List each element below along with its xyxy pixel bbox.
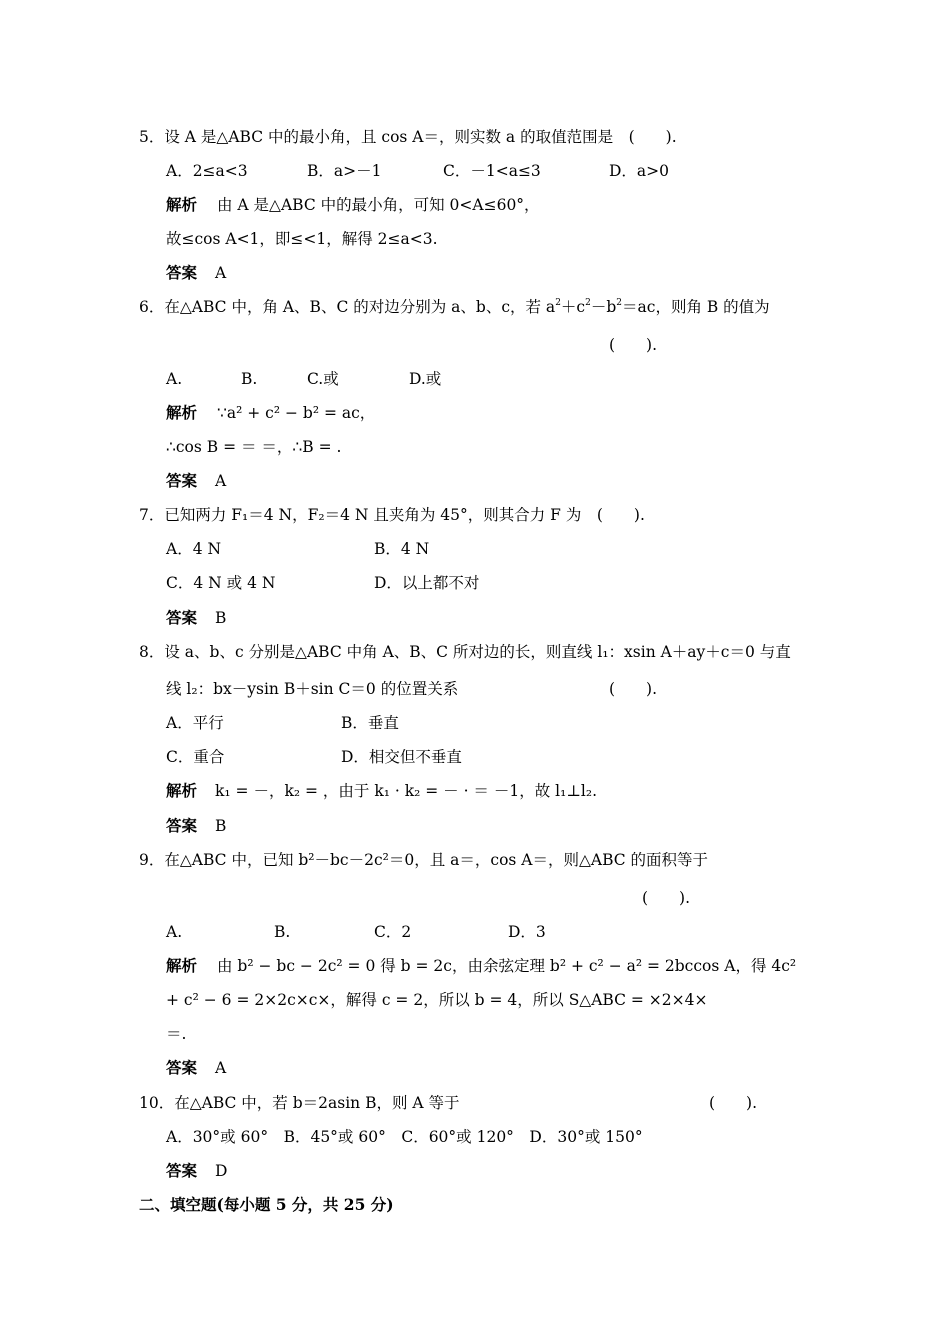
q5-stem: 5．设 A 是△ABC 中的最小角，且 cos A＝，则实数 a 的取值范围是 ( ). bbox=[139, 128, 677, 146]
q10-stem: 10．在△ABC 中，若 b＝2asin B，则 A 等于 bbox=[139, 1094, 460, 1112]
q7-stem: 7．已知两力 F₁＝4 N，F₂＝4 N 且夹角为 45°，则其合力 F 为 ( ). bbox=[139, 506, 645, 524]
q8-stem-line1: 8．设 a、b、c 分别是△ABC 中角 A、B、C 所对边的长，则直线 l₁：xsin A＋ay＋c＝0 与直 bbox=[139, 643, 791, 661]
q6-option-b: B. bbox=[241, 370, 258, 388]
q8-option-d: D．相交但不垂直 bbox=[341, 748, 462, 766]
q5-analysis-label: 解析 bbox=[166, 195, 198, 214]
q8-answer-label: 答案 bbox=[166, 816, 198, 835]
q9-answer: A bbox=[215, 1059, 227, 1077]
q9-option-a: A. bbox=[166, 923, 183, 941]
q5-answer-label: 答案 bbox=[166, 263, 198, 282]
q8-paren: ( ). bbox=[609, 680, 658, 698]
q9-analysis-label: 解析 bbox=[166, 956, 198, 975]
q9-option-d: D．3 bbox=[508, 923, 546, 941]
q9-stem: 9．在△ABC 中，已知 b²－bc－2c²＝0，且 a＝，cos A＝，则△ABC 的面积等于 bbox=[139, 851, 709, 869]
q5-answer: A bbox=[215, 264, 227, 282]
q7-answer: B bbox=[215, 609, 227, 627]
q9-analysis-line2: + c² − 6 = 2×2c×c×，解得 c = 2，所以 b = 4，所以 S△ABC = ×2×4× bbox=[166, 991, 708, 1009]
q10-options: A．30°或 60° B．45°或 60° C．60°或 120° D．30°或 150° bbox=[166, 1128, 643, 1146]
q9-answer-label: 答案 bbox=[166, 1058, 198, 1077]
q10-answer: D bbox=[215, 1162, 228, 1180]
q8-analysis-line1: k₁ = －，k₂ = ，由于 k₁ · k₂ = － · ＝ －1，故 l₁⊥l₂. bbox=[215, 782, 597, 800]
q8-option-c: C．重合 bbox=[166, 748, 225, 766]
q7-answer-label: 答案 bbox=[166, 608, 198, 627]
q5-option-c: C．－1<a≤3 bbox=[443, 162, 541, 180]
q5-option-d: D．a>0 bbox=[609, 162, 670, 180]
q6-option-c: C.或 bbox=[307, 370, 339, 388]
q5-option-a: A．2≤a<3 bbox=[166, 162, 248, 180]
q6-option-a: A. bbox=[166, 370, 183, 388]
q9-option-c: C．2 bbox=[374, 923, 412, 941]
q9-analysis-line3: ＝. bbox=[166, 1025, 187, 1043]
q5-option-b: B．a>－1 bbox=[307, 162, 382, 180]
q7-option-a: A．4 N bbox=[166, 540, 222, 558]
q8-stem-line2: 线 l₂：bx－ysin B＋sin C＝0 的位置关系 bbox=[166, 680, 459, 698]
q6-paren: ( ). bbox=[609, 336, 658, 354]
q8-answer: B bbox=[215, 817, 227, 835]
q7-option-c: C．4 N 或 4 N bbox=[166, 574, 276, 592]
q9-paren: ( ). bbox=[642, 889, 691, 907]
section-heading-fill-in: 二、填空题(每小题 5 分，共 25 分) bbox=[139, 1195, 394, 1214]
q6-option-d: D.或 bbox=[409, 370, 442, 388]
q8-option-b: B．垂直 bbox=[341, 714, 399, 732]
q6-analysis-line2: ∴cos B = ＝ ＝，∴B = . bbox=[166, 438, 342, 456]
q5-analysis-line2: 故≤cos A<1，即≤<1，解得 2≤a<3. bbox=[166, 230, 438, 248]
q6-analysis-line1: ∵a² + c² − b² = ac， bbox=[217, 404, 376, 422]
q10-answer-label: 答案 bbox=[166, 1161, 198, 1180]
q9-option-b: B. bbox=[274, 923, 291, 941]
q6-answer-label: 答案 bbox=[166, 471, 198, 490]
q8-analysis-label: 解析 bbox=[166, 781, 198, 800]
q7-option-d: D．以上都不对 bbox=[374, 574, 480, 592]
q6-answer: A bbox=[215, 472, 227, 490]
q6-stem: 6．在△ABC 中，角 A、B、C 的对边分别为 a、b、c，若 $a^2+c^2-b^2=ac$，则角 B 的值为 bbox=[139, 298, 770, 316]
q5-analysis-line1: 由 A 是△ABC 中的最小角，可知 0<A≤60°， bbox=[217, 196, 540, 214]
q10-paren: ( ). bbox=[709, 1094, 758, 1112]
q9-analysis-line1: 由 b² − bc − 2c² = 0 得 b = 2c，由余弦定理 b² + c² − a² = 2bccos A，得 4c² bbox=[217, 957, 797, 975]
q6-analysis-label: 解析 bbox=[166, 403, 198, 422]
q8-option-a: A．平行 bbox=[166, 714, 224, 732]
q7-option-b: B．4 N bbox=[374, 540, 430, 558]
